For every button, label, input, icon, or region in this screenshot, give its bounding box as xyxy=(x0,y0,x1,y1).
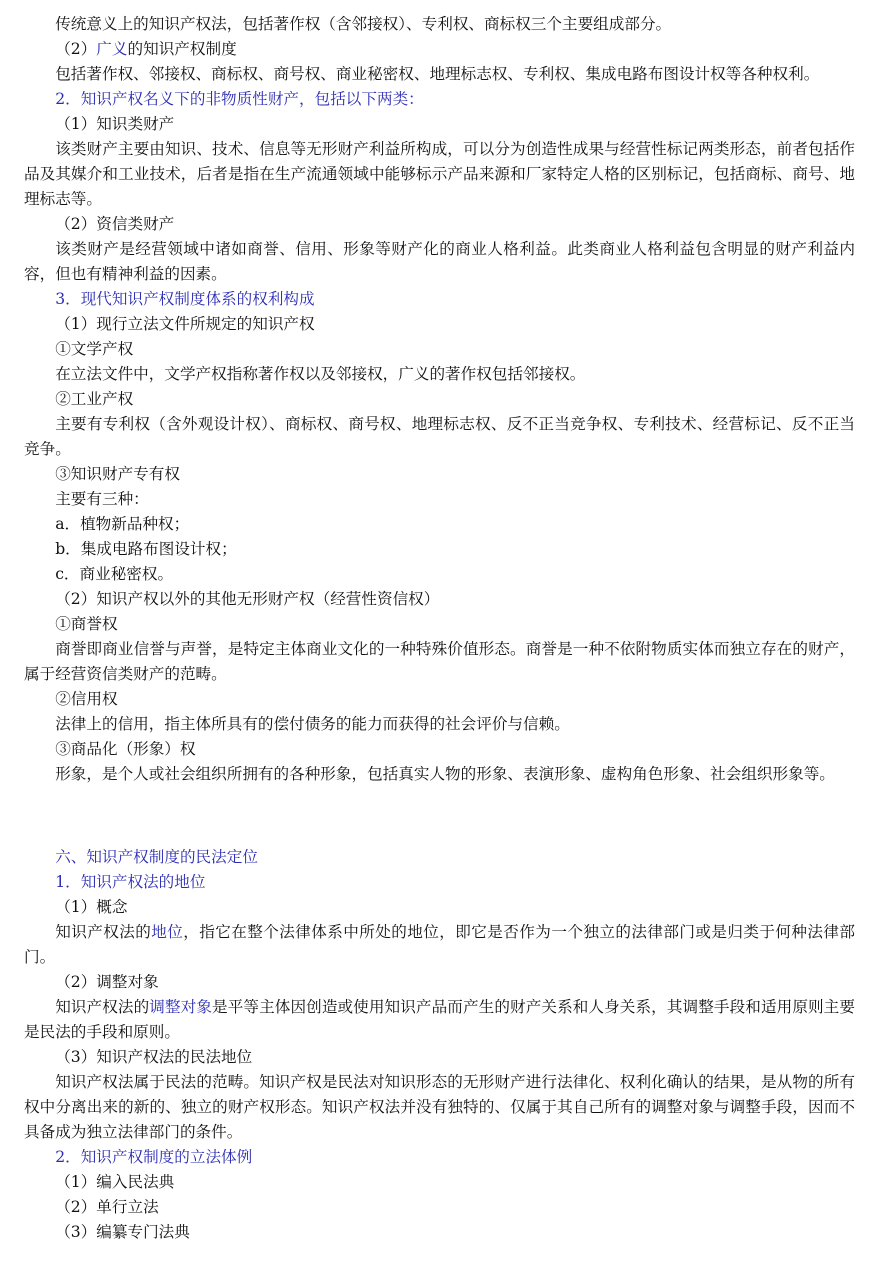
list-line xyxy=(24,612,855,637)
section-heading xyxy=(24,845,855,870)
text-run: 传统意义上的知识产权法，包括著作权（含邻接权）、专利权、商标权三个主要组成部分。 xyxy=(55,15,672,33)
text-run: a．植物新品种权； xyxy=(55,515,190,533)
paragraph xyxy=(24,412,855,462)
text-run: （1）知识类财产 xyxy=(55,115,175,133)
text-run: （3）编纂专门法典 xyxy=(55,1223,190,1241)
text-run: ③商品化（形象）权 xyxy=(55,740,196,758)
paragraph xyxy=(24,12,855,37)
highlighted-text: 广义 xyxy=(96,40,128,58)
highlighted-text: 地位 xyxy=(151,923,184,941)
text-run: 该类财产主要由知识、技术、信息等无形财产利益所构成，可以分为创造性成果与经营性标记两类形态，前者包括作品及其媒介和工业技术，后者是指在生产流通领域中能够标示产品来源和厂家特定人格的区别标记，包括商标、商号、地理标志等。 xyxy=(24,140,855,208)
subheading xyxy=(24,312,855,337)
text-run: （2）调整对象 xyxy=(55,973,159,991)
text-run: （2）单行立法 xyxy=(55,1198,159,1216)
subheading xyxy=(24,895,855,920)
list-line xyxy=(24,562,855,587)
text-run: 知识产权法的 xyxy=(55,998,150,1016)
subheading xyxy=(24,1220,855,1245)
list-line xyxy=(24,512,855,537)
paragraph xyxy=(24,137,855,212)
subheading xyxy=(24,37,855,62)
text-run: ，指它在整个法律体系中所处的地位，即它是否作为一个独立的法律部门或是归类于何种法律部门。 xyxy=(24,923,855,966)
highlighted-text: 六、知识产权制度的民法定位 xyxy=(55,848,258,866)
text-run: 是平等主体因创造或使用知识产品而产生的财产关系和人身关系，其调整手段和适用原则主要是民法的手段和原则。 xyxy=(24,998,855,1041)
text-run: 商誉即商业信誉与声誉，是特定主体商业文化的一种特殊价值形态。商誉是一种不依附物质实体而独立存在的财产，属于经营资信类财产的范畴。 xyxy=(24,640,855,683)
text-run: 知识产权法属于民法的范畴。知识产权是民法对知识形态的无形财产进行法律化、权利化确认的结果，是从物的所有权中分离出来的新的、独立的财产权形态。知识产权法并没有独特的、仅属于其自己所有的调整对象与调整手段，因而不具备成为独立法律部门的条件。 xyxy=(24,1073,855,1141)
subheading xyxy=(24,1195,855,1220)
highlighted-text: 调整对象 xyxy=(149,998,213,1016)
paragraph xyxy=(24,637,855,687)
list-line xyxy=(24,687,855,712)
paragraph xyxy=(24,362,855,387)
text-run: （3）知识产权法的民法地位 xyxy=(55,1048,253,1066)
paragraph xyxy=(24,762,855,787)
text-run: （2）知识产权以外的其他无形财产权（经营性资信权） xyxy=(55,590,440,608)
text-run: ③知识财产专有权 xyxy=(55,465,180,483)
paragraph xyxy=(24,62,855,87)
text-run: ①文学产权 xyxy=(55,340,134,358)
text-run: （1）概念 xyxy=(55,898,128,916)
list-line xyxy=(24,462,855,487)
text-run: ①商誉权 xyxy=(55,615,118,633)
highlighted-text: 1．知识产权法的地位 xyxy=(55,873,206,891)
section-heading xyxy=(24,870,855,895)
subheading xyxy=(24,970,855,995)
paragraph xyxy=(24,237,855,287)
text-run: （2）资信类财产 xyxy=(55,215,175,233)
section-heading xyxy=(24,87,855,112)
text-run: c．商业秘密权。 xyxy=(55,565,174,583)
text-run: 的知识产权制度 xyxy=(127,40,237,58)
section-heading xyxy=(24,287,855,312)
text-run: （1）编入民法典 xyxy=(55,1173,175,1191)
text-run: 在立法文件中，文学产权指称著作权以及邻接权，广义的著作权包括邻接权。 xyxy=(55,365,586,383)
subheading xyxy=(24,1170,855,1195)
subheading xyxy=(24,1045,855,1070)
paragraph xyxy=(24,1070,855,1145)
text-run: ②工业产权 xyxy=(55,390,134,408)
text-run: （2） xyxy=(55,40,97,58)
subheading xyxy=(24,112,855,137)
highlighted-text: 2．知识产权制度的立法体例 xyxy=(55,1148,253,1166)
text-run: ②信用权 xyxy=(55,690,118,708)
paragraph xyxy=(24,920,855,970)
section-heading xyxy=(24,1145,855,1170)
text-run: 主要有专利权（含外观设计权）、商标权、商号权、地理标志权、反不正当竞争权、专利技术、经营标记、反不正当竞争。 xyxy=(24,415,855,458)
text-run: 法律上的信用，指主体所具有的偿付债务的能力而获得的社会评价与信赖。 xyxy=(55,715,570,733)
subheading xyxy=(24,587,855,612)
subheading xyxy=(24,212,855,237)
list-line xyxy=(24,387,855,412)
paragraph xyxy=(24,712,855,737)
text-run: （1）现行立法文件所规定的知识产权 xyxy=(55,315,315,333)
text-run: 知识产权法的 xyxy=(55,923,152,941)
text-run: 该类财产是经营领域中诸如商誉、信用、形象等财产化的商业人格利益。此类商业人格利益包含明显的财产利益内容，但也有精神利益的因素。 xyxy=(24,240,855,283)
text-run: 形象，是个人或社会组织所拥有的各种形象，包括真实人物的形象、表演形象、虚构角色形象、社会组织形象等。 xyxy=(55,765,835,783)
list-line xyxy=(24,537,855,562)
list-line xyxy=(24,337,855,362)
text-run: b．集成电路布图设计权； xyxy=(55,540,237,558)
list-line xyxy=(24,487,855,512)
highlighted-text: 包括以下两类： xyxy=(314,90,424,108)
text-run: 主要有三种： xyxy=(55,490,149,508)
paragraph xyxy=(24,995,855,1045)
text-run: 包括著作权、邻接权、商标权、商号权、商业秘密权、地理标志权、专利权、集成电路布图设计权等各种权利。 xyxy=(55,65,820,83)
highlighted-text: 2．知识产权名义下的非物质性财产， xyxy=(55,90,315,108)
list-line xyxy=(24,737,855,762)
highlighted-text: 3．现代知识产权制度体系的权利构成 xyxy=(55,290,315,308)
spacer xyxy=(24,803,855,829)
